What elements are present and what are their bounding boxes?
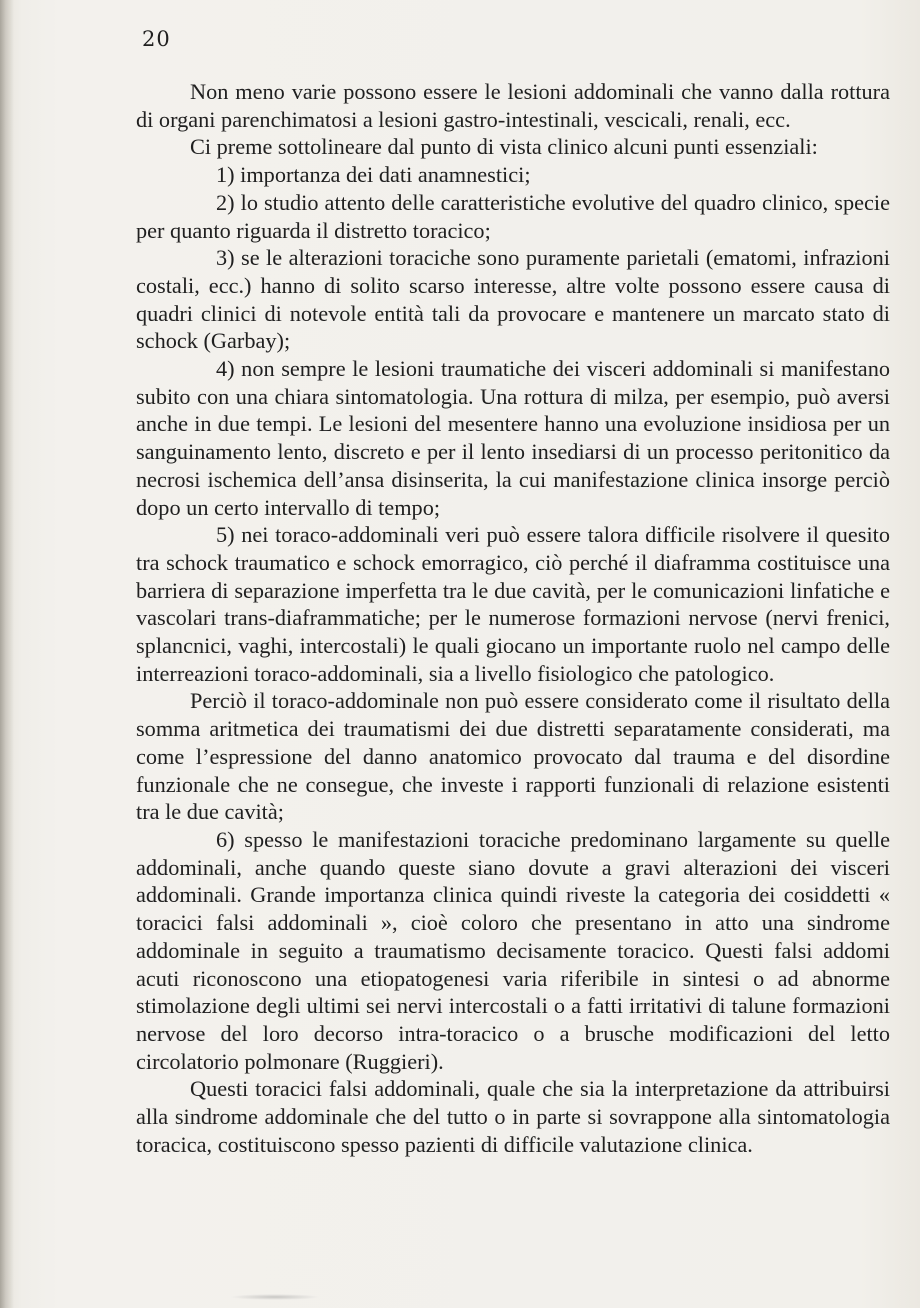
binding-gutter-shadow bbox=[0, 0, 14, 1308]
paragraph-key-points: Ci preme sottolineare dal punto di vista clinico alcuni punti essenziali: bbox=[190, 134, 818, 160]
scan-smudge bbox=[230, 1294, 320, 1300]
page-number: 20 bbox=[142, 27, 171, 51]
paragraph-conclusion: Questi toracici falsi addominali, quale che sia la interpretazione da attribuirsi alla sindrome addominale che del tutto o in parte si sovrappone alla sintomatologia toracica, costituiscono spesso pazienti di difficile valutazione clinica. bbox=[136, 1076, 890, 1157]
paragraph-thoraco-abdominal: Perciò il toraco-addominale non può essere considerato come il risultato della somma aritmetica dei traumatismi dei due distretti separatamente considerati, ma come l’espressione del danno anatomico provocato dal trauma e del disordine funzionale che ne consegue, che investe i rapporti funzionali di relazione esistenti tra le due cavità; bbox=[136, 688, 890, 825]
list-item-6: 6) spesso le manifestazioni toraciche predominano largamente su quelle addominali, anche quando queste siano dovute a gravi alterazioni dei visceri addominali. Grande importanza clinica quindi riveste la categoria dei cosiddetti « toracici falsi addominali », cioè coloro che presentano in atto una sindrome addominale in seguito a traumatismo decisamente toracico. Questi falsi addomi acuti riconoscono una etiopatogenesi varia riferibile in sintesi o ad abnorme stimolazione degli ultimi sei nervi intercostali o a fatti irritativi di talune formazioni nervose del loro decorso intra-toracico o a brusche modificazioni del letto circolatorio polmonare (Ruggieri). bbox=[136, 826, 890, 1074]
body-text bbox=[136, 78, 890, 1158]
list-item-1: 1) importanza dei dati anamnestici; bbox=[216, 162, 531, 188]
list-item-3: 3) se le alterazioni toraciche sono puramente parietali (ematomi, infrazioni costali, ecc.) hanno di solito scarso interesse, altre volte possono essere causa di quadri clinici di notevole entità tali da provocare e mantenere un marcato stato di schock (Garbay); bbox=[136, 245, 890, 354]
list-item-5: 5) nei toraco-addominali veri può essere talora difficile risolvere il quesito tra schock traumatico e schock emorragico, ciò perché il diaframma costituisce una barriera di separazione imperfetta tra le due cavità, per le comunicazioni linfatiche e vascolari trans-diaframmatiche; per le numerose formazioni nervose (nervi frenici, splancnici, vaghi, intercostali) le quali giocano un importante ruolo nel campo delle interreazioni toraco-addominali, sia a livello fisiologico che patologico. bbox=[136, 522, 890, 686]
paragraph-intro: Non meno varie possono essere le lesioni addominali che vanno dalla rottura di organi parenchimatosi a lesioni gastro-intestinali, vescicali, renali, ecc. bbox=[136, 79, 890, 132]
list-item-2: 2) lo studio attento delle caratteristiche evolutive del quadro clinico, specie per quanto riguarda il distretto toracico; bbox=[136, 189, 890, 243]
list-item-4: 4) non sempre le lesioni traumatiche dei visceri addominali si manifestano subito con una chiara sintomatologia. Una rottura di milza, per esempio, può aversi anche in due tempi. Le lesioni del mesentere hanno una evoluzione insidiosa per un sanguinamento lento, discreto e per il lento insediarsi di un processo peritonitico da necrosi ischemica dell’ansa disinserita, la cui manifestazione clinica insorge perciò dopo un certo intervallo di tempo; bbox=[136, 356, 890, 520]
